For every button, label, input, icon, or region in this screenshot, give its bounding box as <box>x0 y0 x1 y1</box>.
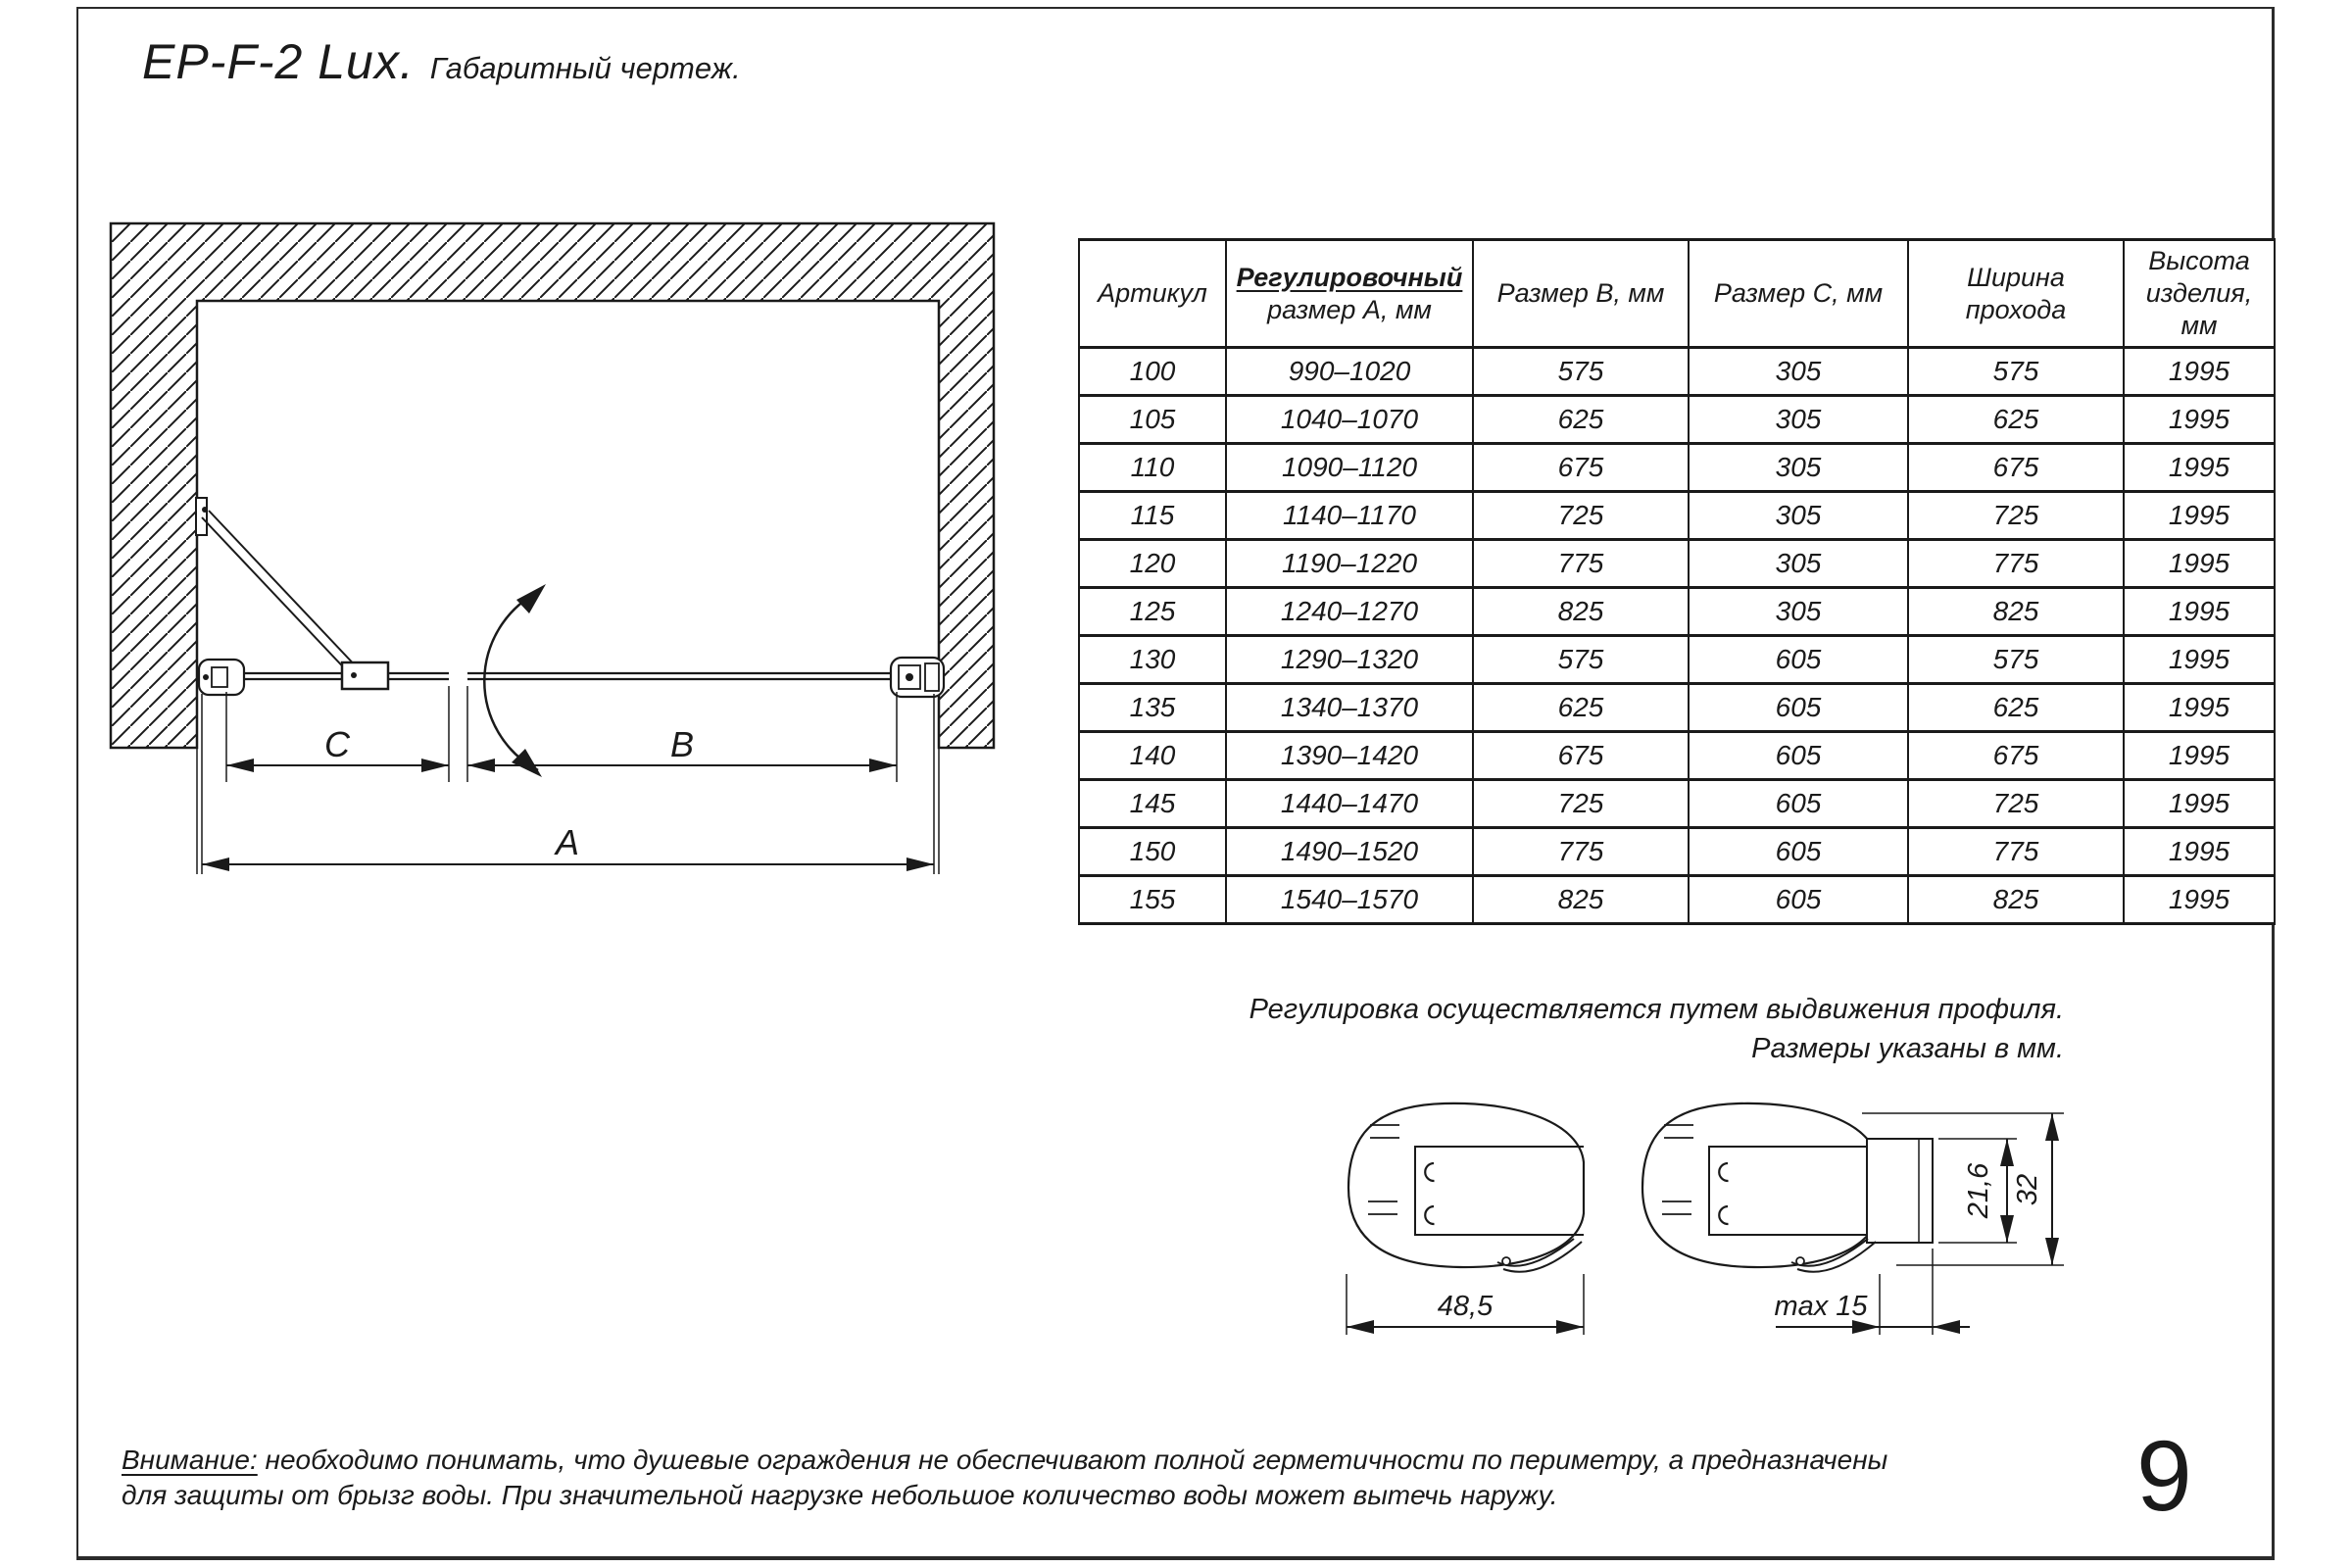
table-cell: 605 <box>1689 780 1908 828</box>
table-cell: 605 <box>1689 828 1908 876</box>
table-row <box>1079 876 2275 924</box>
table-cell: 1995 <box>2124 732 2275 780</box>
table-cell: 1190–1220 <box>1226 540 1473 588</box>
adjustment-note-line1: Регулировка осуществляется путем выдвижения профиля. <box>1249 994 2064 1025</box>
table-cell: 825 <box>1473 876 1689 924</box>
table-row <box>1079 828 2275 876</box>
table-cell: 605 <box>1689 684 1908 732</box>
table-cell: 575 <box>1473 348 1689 396</box>
plan-drawing <box>0 147 1107 941</box>
table-cell: 605 <box>1689 876 1908 924</box>
table-cell: 1440–1470 <box>1226 780 1473 828</box>
table-cell: 125 <box>1079 588 1226 636</box>
table-cell: 1995 <box>2124 396 2275 444</box>
table-cell: 1995 <box>2124 636 2275 684</box>
table-cell: 115 <box>1079 492 1226 540</box>
dim-a-label: A <box>555 822 580 862</box>
col-header-size-c: Размер С, мм <box>1689 240 1908 348</box>
table-cell: 675 <box>1908 444 2124 492</box>
page-frame-top <box>76 7 2275 9</box>
dimension-a <box>202 822 934 871</box>
table-cell: 1995 <box>2124 348 2275 396</box>
table-cell: 145 <box>1079 780 1226 828</box>
dim-c-label: C <box>324 724 350 764</box>
table-cell: 305 <box>1689 540 1908 588</box>
table-cell: 1995 <box>2124 492 2275 540</box>
warning-label: Внимание: <box>122 1445 258 1475</box>
size-table <box>1078 238 2276 925</box>
table-cell: 825 <box>1473 588 1689 636</box>
table-cell: 1290–1320 <box>1226 636 1473 684</box>
table-cell: 1995 <box>2124 876 2275 924</box>
table-cell: 825 <box>1908 876 2124 924</box>
col-header-size-b: Размер В, мм <box>1473 240 1689 348</box>
warning-line2: для защиты от брызг воды. При значительной нагрузке небольшое количество воды может вытечь наружу. <box>122 1480 1558 1510</box>
table-cell: 130 <box>1079 636 1226 684</box>
wall-profile-left <box>199 660 244 695</box>
table-cell: 305 <box>1689 396 1908 444</box>
table-cell: 725 <box>1908 780 2124 828</box>
table-cell: 575 <box>1908 348 2124 396</box>
table-cell: 1240–1270 <box>1226 588 1473 636</box>
table-row <box>1079 732 2275 780</box>
table-cell: 1490–1520 <box>1226 828 1473 876</box>
table-cell: 775 <box>1908 540 2124 588</box>
table-row <box>1079 444 2275 492</box>
table-cell: 1995 <box>2124 828 2275 876</box>
col-header-pass-width: Ширина прохода <box>1908 240 2124 348</box>
page-title <box>142 33 741 90</box>
title-caption: Габаритный чертеж. <box>429 51 741 85</box>
profile-left-dimension <box>1347 1274 1584 1335</box>
table-cell: 1140–1170 <box>1226 492 1473 540</box>
dim-48-5-label: 48,5 <box>1437 1291 1494 1322</box>
col-header-articul: Артикул <box>1079 240 1226 348</box>
table-cell: 150 <box>1079 828 1226 876</box>
table-cell: 110 <box>1079 444 1226 492</box>
table-cell: 1995 <box>2124 540 2275 588</box>
table-cell: 100 <box>1079 348 1226 396</box>
table-cell: 775 <box>1908 828 2124 876</box>
table-cell: 775 <box>1473 828 1689 876</box>
table-row <box>1079 588 2275 636</box>
table-cell: 140 <box>1079 732 1226 780</box>
dim-21-6-label: 21,6 <box>1963 1162 1994 1219</box>
table-cell: 105 <box>1079 396 1226 444</box>
table-cell: 1090–1120 <box>1226 444 1473 492</box>
table-cell: 605 <box>1689 732 1908 780</box>
swing-arrow-down-icon <box>512 749 542 777</box>
table-row <box>1079 348 2275 396</box>
table-cell: 575 <box>1908 636 2124 684</box>
table-cell: 625 <box>1908 396 2124 444</box>
table-row <box>1079 636 2275 684</box>
warning-line1: Внимание: необходимо понимать, что душевые ограждения не обеспечивают полной герметичности по периметру, а предназначены <box>122 1445 1888 1475</box>
table-cell: 625 <box>1473 396 1689 444</box>
door-swing-arc <box>484 584 546 777</box>
table-cell: 1540–1570 <box>1226 876 1473 924</box>
table-cell: 625 <box>1473 684 1689 732</box>
profile-section-right <box>1642 1103 1933 1272</box>
dimension-c <box>226 724 449 772</box>
table-cell: 825 <box>1908 588 2124 636</box>
table-cell: 625 <box>1908 684 2124 732</box>
dim-32-label: 32 <box>2012 1173 2043 1206</box>
wall-profile-right <box>891 658 944 697</box>
table-row <box>1079 540 2275 588</box>
profile-section-left <box>1348 1103 1584 1272</box>
table-cell: 675 <box>1473 444 1689 492</box>
swing-arrow-up-icon <box>516 584 546 613</box>
adjustment-note <box>1176 990 2064 1068</box>
table-cell: 1040–1070 <box>1226 396 1473 444</box>
table-cell: 725 <box>1908 492 2124 540</box>
table-row <box>1079 684 2275 732</box>
table-cell: 305 <box>1689 444 1908 492</box>
dimension-b <box>467 724 897 772</box>
table-cell: 305 <box>1689 588 1908 636</box>
dim-max15-label: max 15 <box>1774 1291 1868 1322</box>
table-cell: 1995 <box>2124 780 2275 828</box>
table-cell: 775 <box>1473 540 1689 588</box>
dim-b-label: B <box>669 724 695 764</box>
table-cell: 1340–1370 <box>1226 684 1473 732</box>
size-table-body <box>1079 348 2275 924</box>
col-header-size-a: Регулировочный размер А, мм <box>1226 240 1473 348</box>
table-cell: 1995 <box>2124 588 2275 636</box>
table-cell: 675 <box>1473 732 1689 780</box>
page-frame-bottom <box>76 1556 2275 1560</box>
table-cell: 575 <box>1473 636 1689 684</box>
table-cell: 725 <box>1473 780 1689 828</box>
profile-sections <box>1313 1068 2097 1362</box>
glass-door-panel <box>467 673 893 679</box>
model-name: EP-F-2 Lux. <box>142 34 415 89</box>
table-cell: 725 <box>1473 492 1689 540</box>
col-header-height: Высота изделия, мм <box>2124 240 2275 348</box>
table-cell: 135 <box>1079 684 1226 732</box>
table-cell: 155 <box>1079 876 1226 924</box>
table-cell: 1995 <box>2124 684 2275 732</box>
table-cell: 1390–1420 <box>1226 732 1473 780</box>
table-row <box>1079 492 2275 540</box>
table-row <box>1079 780 2275 828</box>
table-cell: 305 <box>1689 348 1908 396</box>
page-number: 9 <box>2136 1420 2192 1532</box>
table-cell: 120 <box>1079 540 1226 588</box>
table-cell: 605 <box>1689 636 1908 684</box>
table-cell: 990–1020 <box>1226 348 1473 396</box>
table-cell: 675 <box>1908 732 2124 780</box>
warning-text <box>122 1443 2160 1513</box>
table-cell: 305 <box>1689 492 1908 540</box>
table-row <box>1079 396 2275 444</box>
table-cell: 1995 <box>2124 444 2275 492</box>
adjustment-note-line2: Размеры указаны в мм. <box>1751 1033 2064 1064</box>
table-header-row <box>1079 240 2275 348</box>
